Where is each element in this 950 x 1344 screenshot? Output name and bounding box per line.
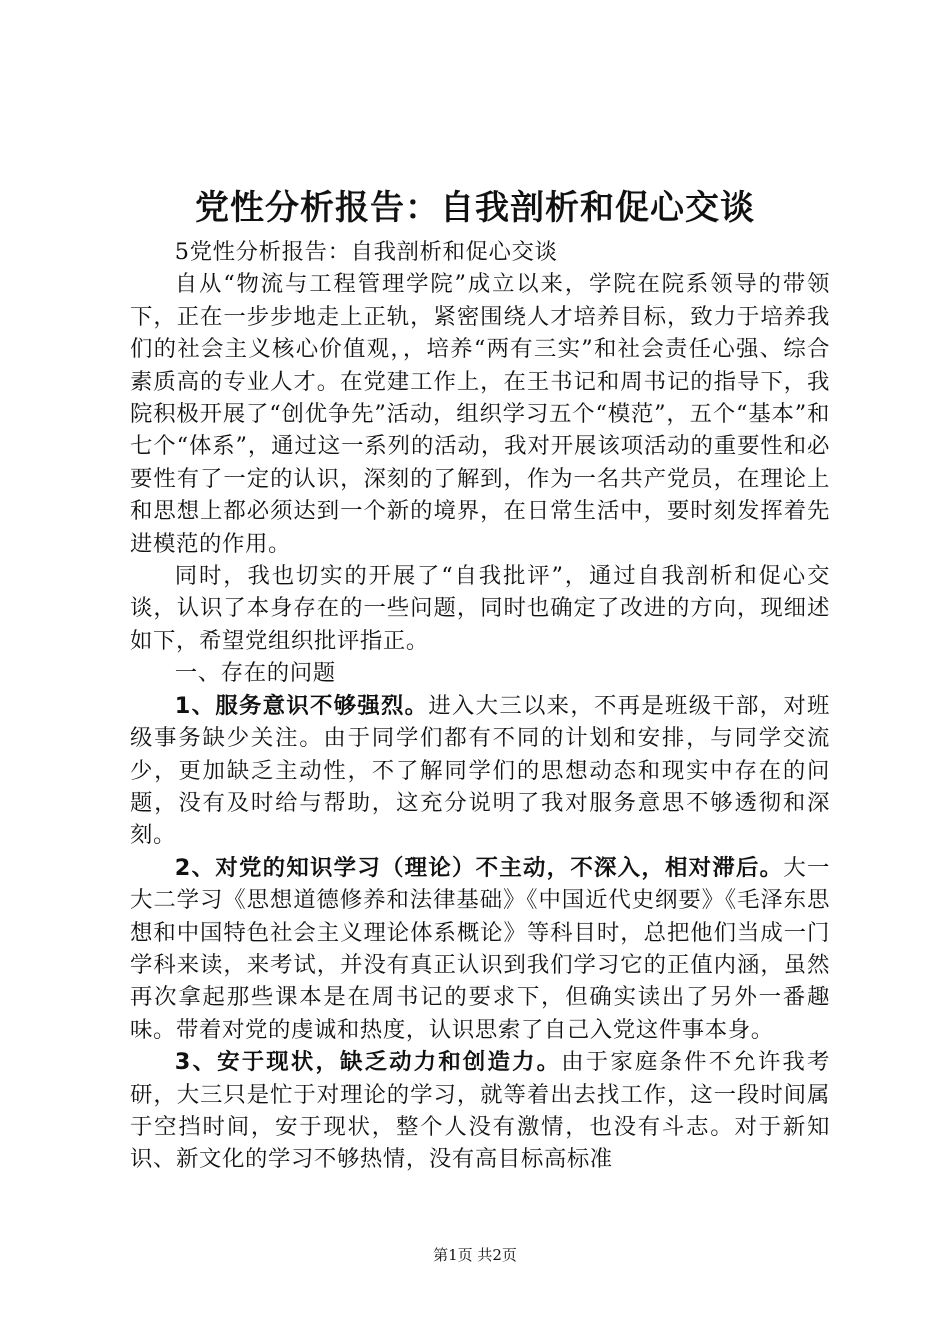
subtitle-line: 5党性分析报告：自我剖析和促心交谈 [174, 239, 558, 265]
problem-item-2 [130, 852, 830, 1046]
problem-item-3 [130, 1046, 830, 1176]
problem-item-1 [130, 690, 830, 852]
problem-item-1-text: 进入大三以来，不再是班级干部，对班级事务缺少关注。由于同学们都有不同的计划和安排，与同学交流少，更加缺乏主动性，不了解同学们的思想动态和现实中存在的问题，没有及时给与帮助，这充分说明了我对服务意思不够透彻和深刻。 [130, 692, 830, 849]
paragraph-intro: 自从“物流与工程管理学院”成立以来，学院在院系领导的带领下，正在一步步地走上正轨，紧密围绕人才培养目标，致力于培养我们的社会主义核心价值观，，培养“两有三实”和社会责任心强、综合素质高的专业人才。在党建工作上，在王书记和周书记的指导下，我院积极开展了“创优争先”活动，组织学习五个“模范”，五个“基本”和七个“体系”，通过这一系列的活动，我对开展该项活动的重要性和必要性有了一定的认识，深刻的了解到，作为一名共产党员，在理论上和思想上都必须达到一个新的境界，在日常生活中，要时刻发挥着先进模范的作用。 [130, 271, 830, 557]
section-heading-problems: 一、存在的问题 [174, 660, 336, 687]
problem-item-3-heading: 3、安于现状，缺乏动力和创造力。 [174, 1049, 562, 1076]
document-body [130, 236, 830, 1176]
page-footer: 第1页 共2页 [433, 1246, 517, 1264]
problem-item-2-text: 大一大二学习《思想道德修养和法律基础》《中国近代史纲要》《毛泽东思想和中国特色社会主义理论体系概论》等科目时，总把他们当成一门学科来读，来考试，并没有真正认识到我们学习它的正值内涵，虽然再次拿起那些课本是在周书记的要求下，但确实读出了另外一番趣味。带着对党的虔诚和热度，认识思索了自己入党这件事本身。 [130, 854, 831, 1043]
document-title: 党性分析报告：自我剖析和促心交谈 [195, 188, 755, 228]
problem-item-1-heading: 1、服务意识不够强烈。 [174, 692, 429, 719]
problem-item-3-text: 由于家庭条件不允许我考研，大三只是忙于对理论的学习，就等着出去找工作，这一段时间属于空挡时间，安于现状，整个人没有激情，也没有斗志。对于新知识、新文化的学习不够热情，没有高目标高标准 [130, 1049, 830, 1173]
paragraph-self-criticism: 同时，我也切实的开展了“自我批评”，通过自我剖析和促心交谈，认识了本身存在的一些问题，同时也确定了改进的方向，现细述如下，希望党组织批评指正。 [130, 563, 830, 654]
problem-item-2-heading: 2、对党的知识学习（理论）不主动，不深入，相对滞后。 [174, 854, 784, 881]
